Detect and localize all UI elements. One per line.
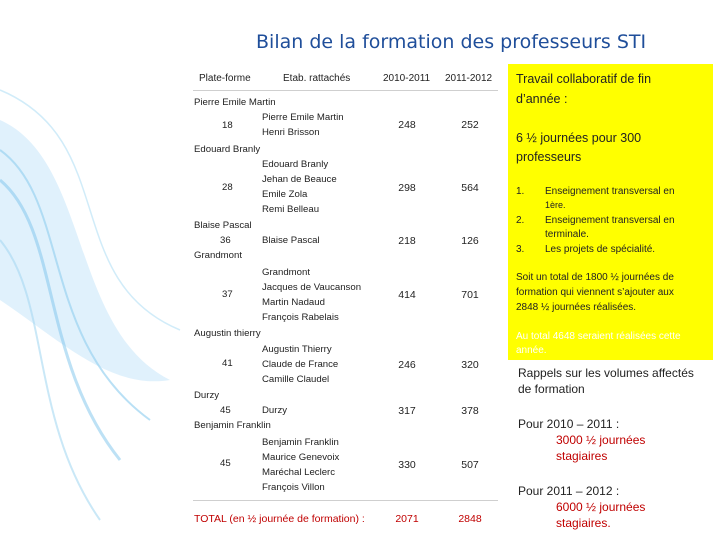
- period-value: stagiaires: [556, 449, 608, 463]
- group-number: 45: [220, 458, 231, 469]
- reminder-heading: Rappels sur les volumes affectés: [518, 366, 694, 380]
- info-heading: Travail collaboratif de fin: [516, 72, 652, 86]
- total-note: Soit un total de 1800 ½ journées de: [516, 272, 674, 283]
- etab-name: Edouard Branly: [262, 159, 329, 170]
- value-2011: 564: [461, 182, 479, 194]
- period-value: stagiaires.: [556, 516, 611, 530]
- group-number: 41: [222, 358, 233, 369]
- list-item: Les projets de spécialité.: [545, 244, 656, 255]
- group-number: 37: [222, 289, 233, 300]
- grand-total-note: année.: [516, 345, 547, 356]
- value-2011: 701: [461, 289, 479, 301]
- header-plateforme: Plate-forme: [199, 73, 251, 84]
- value-2010: 317: [398, 405, 416, 417]
- page-title: Bilan de la formation des professeurs STI: [256, 31, 647, 53]
- row-divider: [193, 90, 498, 91]
- etab-name: Claude de France: [262, 359, 339, 370]
- header-etab: Etab. rattachés: [283, 73, 351, 84]
- reminder-heading: de formation: [518, 382, 585, 396]
- list-number: 3.: [516, 244, 525, 255]
- period-label: Pour 2010 – 2011 :: [518, 417, 620, 431]
- value-2011: 378: [461, 405, 479, 417]
- total-2011: 2848: [458, 513, 482, 525]
- row-divider: [193, 500, 498, 501]
- etab-name: Augustin Thierry: [262, 344, 332, 355]
- list-number: 1.: [516, 186, 525, 197]
- group-number: 45: [220, 405, 231, 416]
- group-head: Edouard Branly: [194, 144, 261, 155]
- header-year-2: 2011-2012: [445, 73, 493, 84]
- etab-name: Jehan de Beauce: [262, 174, 337, 185]
- total-label: TOTAL (en ½ journée de formation) :: [194, 513, 365, 525]
- group-head: Augustin thierry: [194, 328, 261, 339]
- value-2010: 248: [398, 119, 416, 131]
- value-2011: 320: [461, 359, 479, 371]
- etab-name: Grandmont: [262, 267, 310, 278]
- etab-name: Martin Nadaud: [262, 297, 325, 308]
- etab-name: Benjamin Franklin: [262, 437, 339, 448]
- group-head: Pierre Emile Martin: [194, 97, 276, 108]
- value-2010: 298: [398, 182, 416, 194]
- info-heading: d’année :: [516, 92, 568, 106]
- value-2011: 507: [461, 459, 479, 471]
- etab-name: Blaise Pascal: [262, 235, 320, 246]
- value-2010: 218: [398, 235, 416, 247]
- group-head: Blaise Pascal: [194, 220, 252, 231]
- list-item: terminale.: [545, 229, 589, 240]
- total-note: 2848 ½ journées réalisées.: [516, 302, 637, 313]
- period-value: 6000 ½ journées: [556, 500, 646, 514]
- period-value: 3000 ½ journées: [556, 433, 646, 447]
- group-number: 36: [220, 235, 231, 246]
- etab-name: Durzy: [262, 405, 288, 416]
- list-item: Enseignement transversal en: [545, 186, 675, 197]
- header-year-1: 2010-2011: [383, 73, 431, 84]
- etab-name: Maréchal Leclerc: [262, 467, 336, 478]
- etab-name: François Villon: [262, 482, 325, 493]
- list-item: Enseignement transversal en: [545, 215, 675, 226]
- value-2010: 330: [398, 459, 416, 471]
- value-2011: 126: [461, 235, 479, 247]
- total-note: formation qui viennent s’ajouter aux: [516, 287, 674, 298]
- group-number: 18: [222, 120, 233, 131]
- group-head: Benjamin Franklin: [194, 420, 271, 431]
- etab-name: Camille Claudel: [262, 374, 330, 385]
- group-head: Grandmont: [194, 250, 242, 261]
- list-item: 1ère.: [545, 200, 566, 210]
- value-2010: 246: [398, 359, 416, 371]
- group-number: 28: [222, 182, 233, 193]
- period-label: Pour 2011 – 2012 :: [518, 484, 620, 498]
- etab-name: Maurice Genevoix: [262, 452, 340, 463]
- grand-total-note: Au total 4648 seraient réalisées cette: [516, 331, 681, 342]
- etab-name: Remi Belleau: [262, 204, 320, 215]
- etab-name: Pierre Emile Martin: [262, 112, 344, 123]
- total-2010: 2071: [395, 513, 419, 525]
- etab-name: François Rabelais: [262, 312, 339, 323]
- etab-name: Emile Zola: [262, 189, 308, 200]
- etab-name: Henri Brisson: [262, 127, 320, 138]
- value-2010: 414: [398, 289, 416, 301]
- value-2011: 252: [461, 119, 479, 131]
- info-box: [508, 64, 713, 360]
- list-number: 2.: [516, 215, 525, 226]
- group-head: Durzy: [194, 390, 220, 401]
- days-summary: professeurs: [516, 150, 582, 164]
- days-summary: 6 ½ journées pour 300: [516, 131, 642, 145]
- etab-name: Jacques de Vaucanson: [262, 282, 362, 293]
- decorative-swoosh: [0, 0, 200, 540]
